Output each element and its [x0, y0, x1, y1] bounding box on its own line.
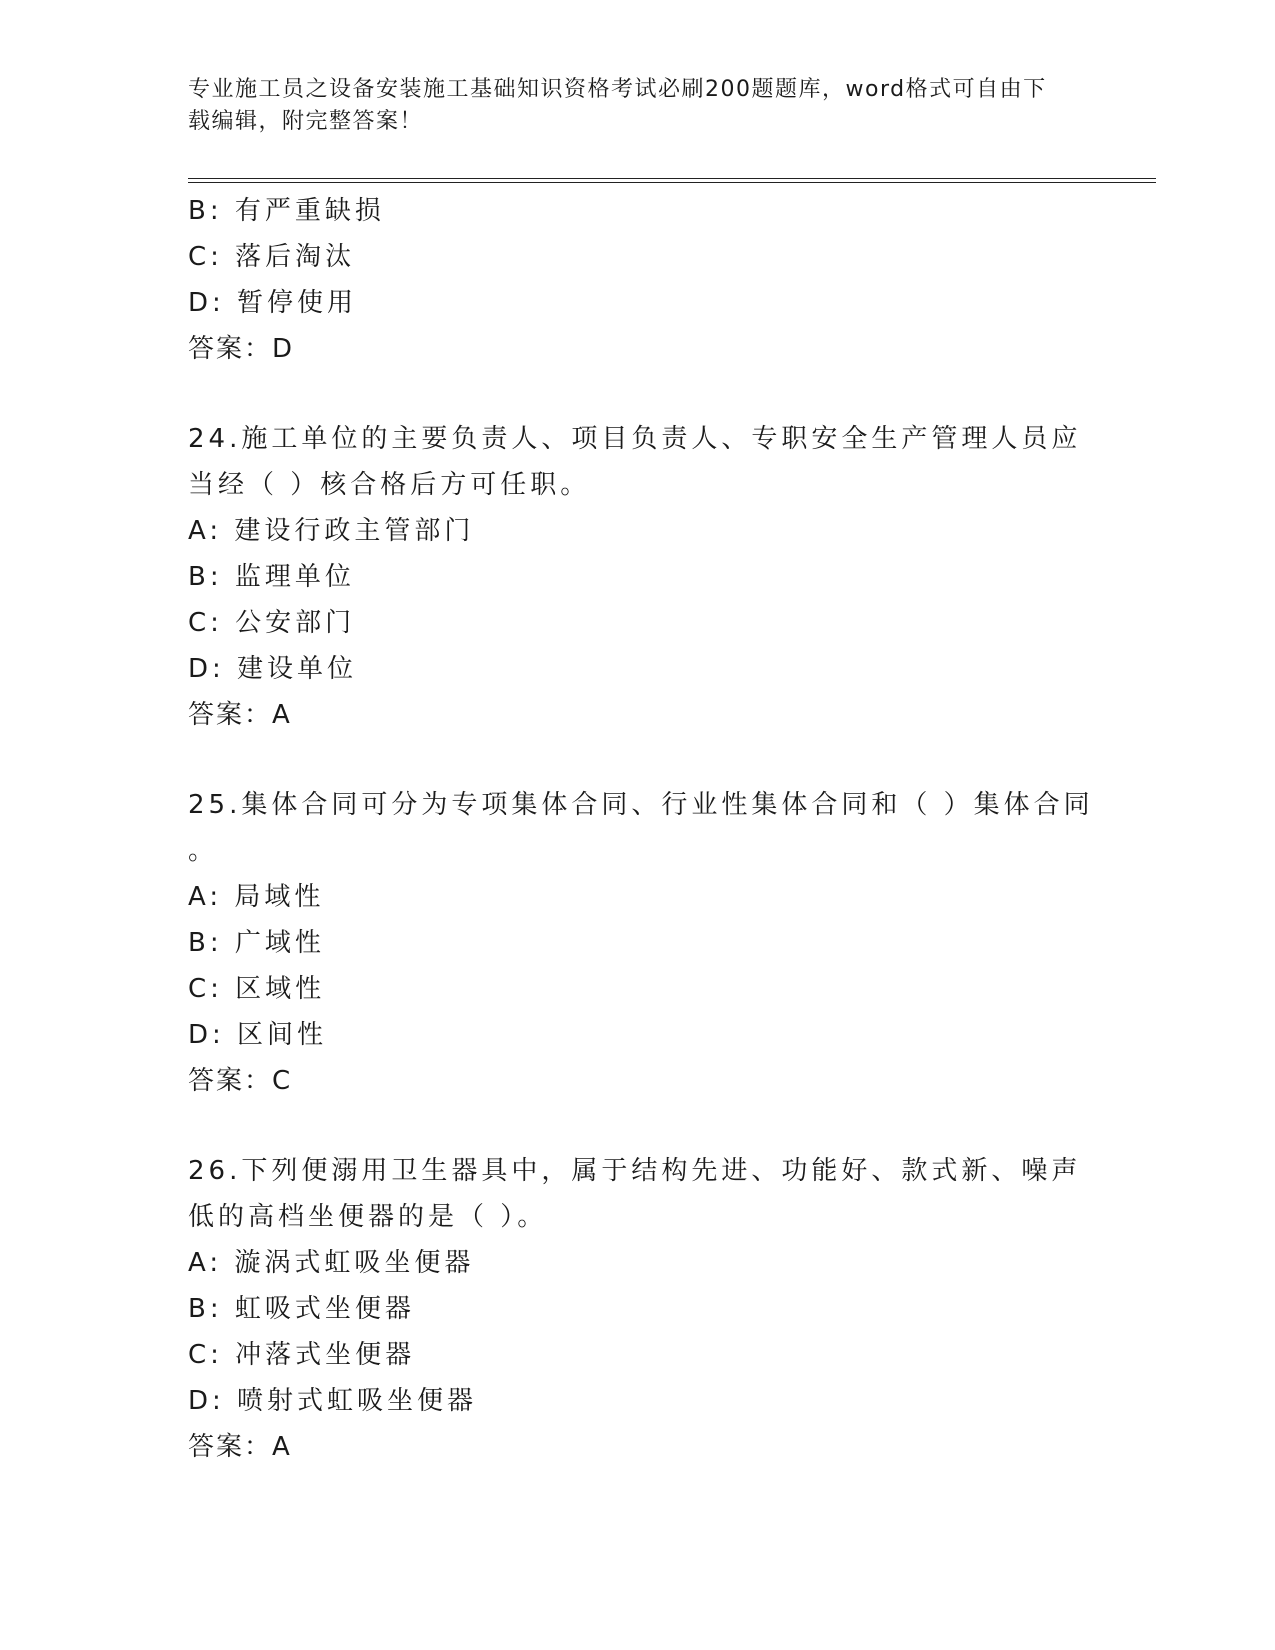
q25-option-b: B: 广域性: [188, 928, 325, 958]
document-header: 专业施工员之设备安装施工基础知识资格考试必刷200题题库，word格式可自由下载编辑，附完整答案！: [188, 77, 1047, 134]
q23-option-d: D: 暂停使用: [188, 288, 358, 318]
q26-option-d: D: 喷射式虹吸坐便器: [188, 1386, 478, 1416]
q24-stem: 24.施工单位的主要负责人、项目负责人、专职安全生产管理人员应当经（ ）核合格后方可任职。: [188, 424, 1082, 500]
header-rule-thick: [188, 178, 1156, 179]
q24-option-c: C: 公安部门: [188, 608, 356, 638]
q26-option-c: C: 冲落式坐便器: [188, 1340, 416, 1370]
q24-answer: 答案：A: [188, 700, 292, 730]
q26-answer: 答案：A: [188, 1432, 292, 1462]
q25-answer: 答案：C: [188, 1066, 293, 1096]
q24-option-b: B: 监理单位: [188, 562, 355, 592]
q26-option-b: B: 虹吸式坐便器: [188, 1294, 415, 1324]
q24-option-d: D: 建设单位: [188, 654, 358, 684]
q23-option-c: C: 落后淘汰: [188, 242, 356, 272]
q23-answer: 答案：D: [188, 334, 295, 364]
q25-stem-line2: 。: [188, 836, 219, 866]
question-content: [188, 188, 1094, 1470]
q26-stem: 26.下列便溺用卫生器具中，属于结构先进、功能好、款式新、噪声低的高档坐便器的是（ ）。: [188, 1156, 1082, 1232]
q25-option-d: D: 区间性: [188, 1020, 328, 1050]
q25-stem-line1: 25.集体合同可分为专项集体合同、行业性集体合同和（ ）集体合同: [188, 790, 1094, 820]
q25-option-a: A: 局域性: [188, 882, 325, 912]
q25-option-c: C: 区域性: [188, 974, 326, 1004]
q24-option-a: A: 建设行政主管部门: [188, 516, 475, 546]
q23-option-b: B: 有严重缺损: [188, 196, 385, 226]
q26-option-a: A: 漩涡式虹吸坐便器: [188, 1248, 475, 1278]
header-rule-thin: [188, 182, 1156, 183]
